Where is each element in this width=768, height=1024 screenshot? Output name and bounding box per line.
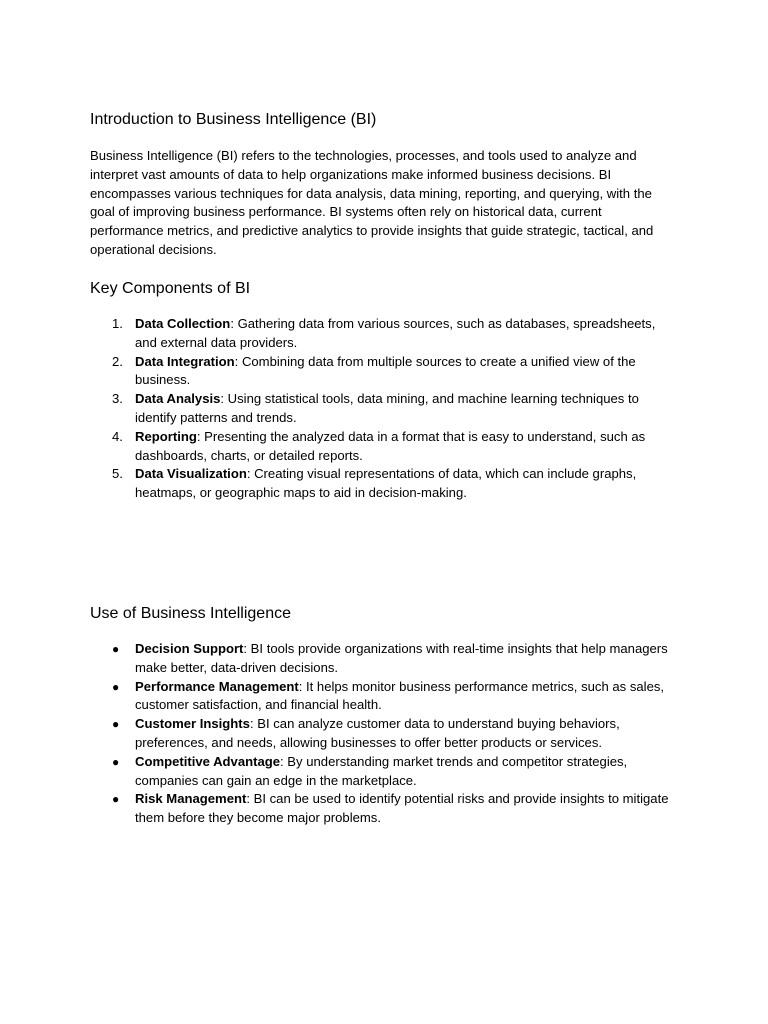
list-item: [90, 678, 680, 716]
list-item-term: Decision Support: [135, 641, 244, 656]
list-item-text: : Creating visual representations of data, which can include graphs, heatmaps, or geographic maps to aid in decision-making.: [135, 466, 637, 501]
list-item-text: : BI can analyze customer data to understand buying behaviors, preferences, and needs, allowing businesses to offer better products or services.: [135, 716, 620, 750]
intro-paragraph: Business Intelligence (BI) refers to the technologies, processes, and tools used to analyze and interpret vast amounts of data to help organizations make informed business decisions. BI encompasses various techniques for data analysis, data mining, reporting, and querying, with the goal of improving business performance. BI systems often rely on historical data, current performance metrics, and predictive analytics to provide insights that guide strategic, tactical, and operational decisions.: [90, 148, 654, 257]
list-number: 3.: [112, 391, 123, 407]
use-of-bi-heading: Use of Business Intelligence: [90, 605, 291, 622]
list-number: 4.: [112, 428, 123, 444]
list-item: [90, 465, 680, 503]
bullet-icon: ●: [112, 754, 120, 769]
list-item-text: : Combining data from multiple sources to create a unified view of the business.: [135, 353, 636, 388]
list-item: [90, 353, 680, 391]
list-item-text: : Gathering data from various sources, such as databases, spreadsheets, and external data providers.: [135, 316, 656, 350]
list-item: [90, 428, 680, 466]
bullet-icon: ●: [112, 679, 120, 694]
list-item: [90, 390, 680, 428]
list-item-term: Competitive Advantage: [135, 753, 281, 769]
list-item-term: Performance Management: [135, 678, 299, 694]
list-item-term: Data Analysis: [135, 391, 221, 407]
bullet-icon: ●: [112, 717, 120, 732]
list-item-term: Customer Insights: [135, 716, 250, 732]
list-item-text: : It helps monitor business performance metrics, such as sales, customer satisfaction, and financial health.: [135, 678, 665, 713]
list-number: 2.: [112, 353, 123, 369]
list-item-term: Risk Management: [135, 791, 247, 807]
list-item-text: : By understanding market trends and competitor strategies, companies can gain an edge in the marketplace.: [135, 753, 628, 788]
list-item-term: Data Visualization: [135, 466, 247, 482]
list-number: 1.: [112, 316, 123, 331]
list-item-text: : BI can be used to identify potential risks and provide insights to mitigate them before they become major problems.: [135, 791, 669, 826]
list-number: 5.: [112, 466, 123, 482]
list-item-term: Reporting: [135, 428, 197, 444]
list-item: [90, 640, 680, 678]
use-of-bi-list: [90, 640, 680, 828]
list-item-term: Data Collection: [135, 316, 231, 331]
key-components-heading: Key Components of BI: [90, 280, 251, 297]
list-item-text: : Presenting the analyzed data in a format that is easy to understand, such as dashboards, charts, or detailed reports.: [135, 428, 646, 463]
list-item-text: : Using statistical tools, data mining, and machine learning techniques to identify patterns and trends.: [135, 391, 639, 425]
list-item: [90, 753, 680, 791]
list-item-text: : BI tools provide organizations with real-time insights that help managers make better, data-driven decisions.: [135, 641, 668, 675]
key-components-list: [90, 315, 680, 503]
bullet-icon: ●: [112, 642, 120, 656]
bullet-icon: ●: [112, 792, 120, 807]
list-item: [90, 715, 680, 753]
list-item: [90, 315, 680, 353]
list-item: [90, 790, 680, 828]
intro-heading: Introduction to Business Intelligence (BI): [90, 111, 377, 128]
list-item-term: Data Integration: [135, 353, 235, 369]
